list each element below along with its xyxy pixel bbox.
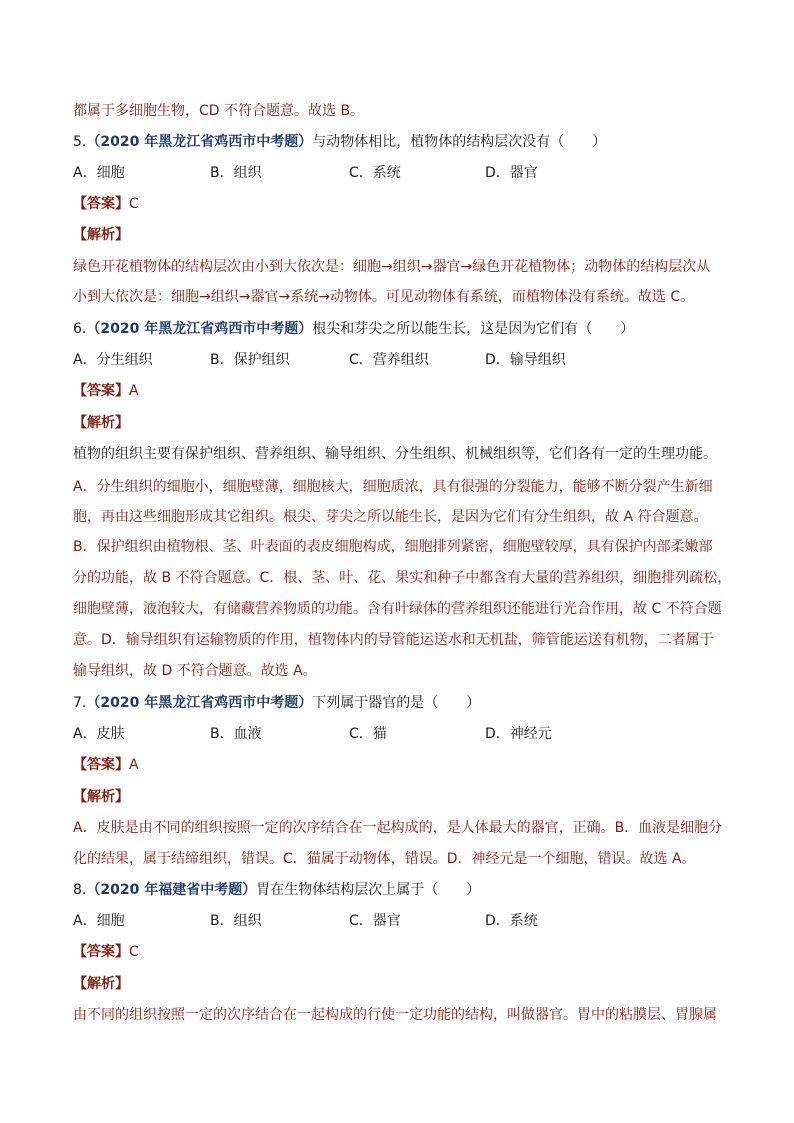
answer-value: A [129,383,139,399]
analysis-line: A．皮肤是由不同的组织按照一定的次序结合在一起构成的，是人体最大的器官，正确。B．血液是细胞分 [73,820,723,836]
question-number: 6. [73,321,87,337]
question-7-answer [73,755,139,775]
question-source: （2020 年黑龙江省鸡西市中考题） [86,321,313,337]
option-a: A．细胞 [73,913,125,929]
question-7-analysis-label: 【解析】 [73,789,129,805]
option-b: B．组织 [210,913,262,929]
option-d: D．系统 [485,913,538,929]
question-6-stem [73,319,634,339]
question-7-options [73,724,633,744]
question-6-answer [73,381,139,401]
option-d: D．神经元 [485,726,552,742]
analysis-line: 小到大依次是：细胞→组织→器官→系统→动物体。可见动物体有系统，而植物体没有系统。故选 C。 [73,289,695,305]
analysis-line: 细胞壁薄，液泡较大，有储藏营养物质的功能。含有叶绿体的营养组织还能进行光合作用，故 C 不符合题 [73,601,722,617]
question-8-answer [73,942,139,962]
option-b: B．保护组织 [210,352,290,368]
analysis-intro: 植物的组织主要有保护组织、营养组织、输导组织、分生组织、机械组织等，它们各有一定的生理功能。 [73,446,717,462]
question-5-options [73,163,633,183]
continuation-text: 都属于多细胞生物，CD 不符合题意。故选 B。 [73,103,365,119]
answer-label: 【答案】 [73,944,129,960]
question-5-stem [73,132,606,152]
option-a: A．皮肤 [73,726,125,742]
option-d: D．器官 [485,165,538,181]
answer-label: 【答案】 [73,383,129,399]
analysis-line: 分的功能，故 B 不符合题意。C．根、茎、叶、花、果实和种子中都含有大量的营养组织，细胞排列疏松， [73,570,732,586]
question-text: 胃在生物体结构层次上属于（ ） [256,882,481,898]
option-d: D．输导组织 [485,352,566,368]
question-5-analysis-label: 【解析】 [73,227,129,243]
option-a: A．细胞 [73,165,125,181]
question-number: 7. [73,695,87,711]
question-source: （2020 年黑龙江省鸡西市中考题） [86,134,313,150]
answer-label: 【答案】 [73,757,129,773]
analysis-line: 化的结果，属于结缔组织，错误。C．猫属于动物体，错误。D．神经元是一个细胞，错误。故选 A。 [73,851,696,867]
question-source: （2020 年黑龙江省鸡西市中考题） [86,695,313,711]
question-6-options [73,350,633,370]
analysis-line: 输导组织，故 D 不符合题意。故选 A。 [73,663,317,679]
question-5-answer [73,194,139,214]
question-text: 下列属于器官的是（ ） [312,695,481,711]
question-8-analysis-label: 【解析】 [73,976,129,992]
question-number: 8. [73,882,87,898]
option-c: C．器官 [349,913,401,929]
option-c: C．猫 [349,726,387,742]
answer-value: A [129,757,139,773]
question-text: 与动物体相比，植物体的结构层次没有（ ） [312,134,607,150]
question-text: 根尖和芽尖之所以能生长，这是因为它们有（ ） [312,321,635,337]
answer-value: C [129,944,139,960]
analysis-line: A．分生组织的细胞小，细胞壁薄，细胞核大，细胞质浓，具有很强的分裂能力，能够不断分裂产生新细 [73,479,713,495]
option-c: C．营养组织 [349,352,429,368]
analysis-line: 绿色开花植物体的结构层次由小到大依次是：细胞→组织→器官→绿色开花植物体；动物体的结构层次从 [73,259,711,275]
option-b: B．组织 [210,165,262,181]
question-8-options [73,911,633,931]
option-c: C．系统 [349,165,401,181]
answer-label: 【答案】 [73,196,129,212]
answer-value: C [129,196,139,212]
analysis-line: 由不同的组织按照一定的次序结合在一起构成的行使一定功能的结构，叫做器官。胃中的粘膜层、胃腺属 [73,1007,717,1023]
option-b: B．血液 [210,726,262,742]
question-8-stem [73,880,480,900]
option-a: A．分生组织 [73,352,153,368]
analysis-line: 意。D．输导组织有运输物质的作用，植物体内的导管能运送水和无机盐，筛管能运送有机物，二者属于 [73,632,714,648]
question-number: 5. [73,134,87,150]
question-source: （2020 年福建省中考题） [86,882,257,898]
question-7-stem [73,693,480,713]
question-6-analysis-label: 【解析】 [73,415,129,431]
analysis-line: 胞，再由这些细胞形成其它组织。根尖、芽尖之所以能生长，是因为它们有分生组织，故 A 符合题意。 [73,509,708,525]
analysis-line: B．保护组织由植物根、茎、叶表面的表皮细胞构成，细胞排列紧密，细胞壁较厚，具有保护内部柔嫩部 [73,539,713,555]
